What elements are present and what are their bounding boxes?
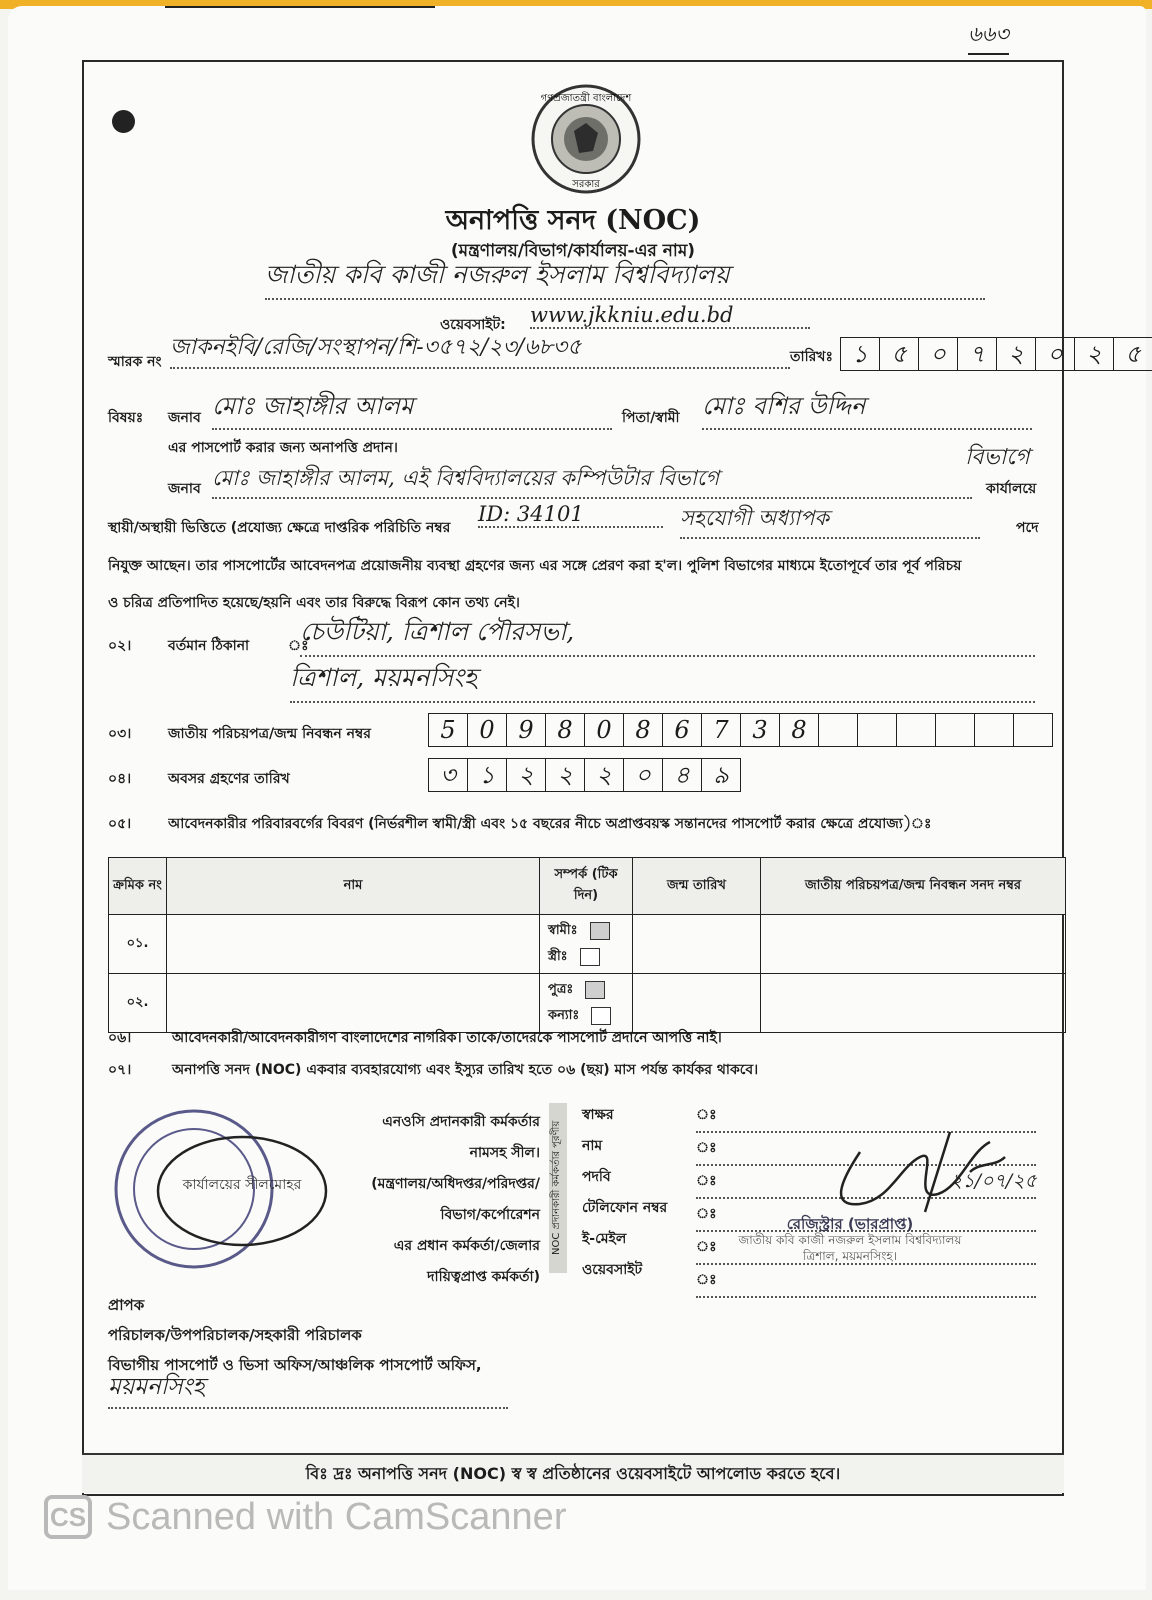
digit-box[interactable]: ২	[546, 759, 585, 791]
memo-label: স্মারক নং	[108, 354, 162, 370]
col-nid: জাতীয় পরিচয়পত্র/জন্ম নিবন্ধন সনদ নম্বর	[761, 858, 1066, 915]
officer-line: এর প্রধান কর্মকর্তা/জেলার	[393, 1238, 540, 1254]
digit-box[interactable]: ৭	[958, 338, 997, 370]
row-serial: ০১.	[109, 915, 167, 974]
vertical-noc-label: NOC প্রদানকারী কর্মকর্তার পূরণীয়	[549, 1103, 567, 1273]
field-line[interactable]: ঃ	[696, 1133, 1036, 1166]
digit-box[interactable]: 8	[546, 714, 585, 746]
field-website-label: ওয়েবসাইট	[582, 1262, 643, 1278]
document-title: অনাপত্তি সনদ (NOC)	[445, 205, 701, 236]
officer-block	[300, 1107, 540, 1293]
recipient-line-2: বিভাগীয় পাসপোর্ট ও ভিসা অফিস/আঞ্চলিক পাসপোর্ট অফিস,	[108, 1356, 482, 1374]
digit-box[interactable]: ০	[1036, 338, 1075, 370]
digit-box[interactable]: 9	[507, 714, 546, 746]
field-signature-label: স্বাক্ষর	[582, 1107, 614, 1123]
col-serial: ক্রমিক নং	[109, 858, 167, 915]
digit-box[interactable]: 8	[780, 714, 819, 746]
field-line[interactable]: ঃ	[696, 1199, 1036, 1232]
digit-box[interactable]: 8	[624, 714, 663, 746]
office-word: কার্যালয়ে	[986, 481, 1037, 497]
digit-box[interactable]: ৪	[663, 759, 702, 791]
memo-value: জাকনইবি/রেজি/সংস্থাপন/শি-৩৫৭২/২৩/৬৮৩৫	[170, 330, 790, 369]
row-dob[interactable]	[633, 915, 761, 974]
relation-son-label: পুত্রঃ	[548, 982, 574, 997]
citizenship-statement: আবেদনকারী/আবেদনকারীগণ বাংলাদেশের নাগরিক। তাকে/তাদেরকে পাসপোর্ট প্রদানে আপত্তি নাই।	[172, 1030, 722, 1046]
col-relation: সম্পর্ক (টিক দিন)	[540, 858, 633, 915]
row-nid[interactable]	[761, 974, 1066, 1033]
relation-wife-label: স্ত্রীঃ	[548, 949, 568, 964]
body-janab-label: জনাব	[168, 481, 201, 497]
subject-line2: এর পাসপোর্ট করার জন্য অনাপত্তি প্রদান।	[168, 440, 398, 456]
officer-line: বিভাগ/কর্পোরেশন	[440, 1207, 540, 1223]
officer-line: এনওসি প্রদানকারী কর্মকর্তার	[382, 1114, 540, 1130]
date-label: তারিখঃ	[790, 349, 833, 365]
daughter-checkbox[interactable]	[591, 1007, 611, 1025]
field-name-label: নাম	[582, 1138, 603, 1154]
office-name: জাতীয় কবি কাজী নজরুল ইসলাম বিশ্ববিদ্যালয়	[265, 255, 985, 300]
address-label: বর্তমান ঠিকানা	[168, 638, 250, 654]
family-table	[108, 857, 1066, 1033]
col-name: নাম	[167, 858, 540, 915]
body-line2-a: স্থায়ী/অস্থায়ী ভিত্তিতে (প্রযোজ্য ক্ষেত্রে দাপ্তরিক পরিচিতি নম্বর	[108, 520, 451, 536]
body-paragraph-2: ও চরিত্র প্রতিপাদিত হয়েছে/হয়নি এবং তার বিরুদ্ধে বিরূপ কোন তথ্য নেই।	[108, 595, 520, 611]
body-paragraph: নিযুক্ত আছেন। তার পাসপোর্টের আবেদনপত্র প্রয়োজনীয় ব্যবস্থা গ্রহণের জন্য এর সঙ্গে প্রেরণ করা হ'ল। পুলিশ বিভাগের মাধ্যমে ইতোপূর্বে তার পূর্ব পরিচয়	[108, 558, 962, 574]
applicant-name-dept: মোঃ জাহাঙ্গীর আলম, এই বিশ্ববিদ্যালয়ের কম্পিউটার বিভাগে	[212, 462, 972, 499]
officer-line: (মন্ত্রণালয়/অধিদপ্তর/পরিদপ্তর/	[371, 1176, 540, 1192]
recipient-line-1: পরিচালক/উপপরিচালক/সহকারী পরিচালক	[108, 1326, 362, 1344]
digit-box[interactable]: 5	[429, 714, 468, 746]
dept-word: বিভাগে	[965, 445, 1030, 470]
government-seal-icon	[530, 83, 642, 195]
field-line[interactable]: ঃ	[696, 1100, 1036, 1133]
signature-fields	[582, 1100, 667, 1286]
address-line-1: চেউটিয়া, ত্রিশাল পৌরসভা,	[300, 612, 1035, 657]
recipient-label: প্রাপক	[108, 1296, 145, 1314]
col-dob: জন্ম তারিখ	[633, 858, 761, 915]
digit-box[interactable]: ১	[468, 759, 507, 791]
post-word: পদে	[1016, 520, 1039, 536]
seal-top-text: গণপ্রজাতন্ত্রী বাংলাদেশ	[540, 93, 632, 104]
document-subtitle: (মন্ত্রণালয়/বিভাগ/কার্যালয়-এর নাম)	[450, 241, 696, 261]
item-06-number: ০৬।	[108, 1030, 132, 1046]
family-label: আবেদনকারীর পরিবারবর্গের বিবরণ (নির্ভরশীল স্বামী/স্ত্রী এবং ১৫ বছরের নীচে অপ্রাপ্তবয়স্ক সন্তানদের পাসপোর্ট করার ক্ষেত্রে প্রযোজ্য)ঃ	[168, 816, 932, 832]
issue-date-boxes	[840, 337, 1152, 371]
father-name: মোঃ বশির উদ্দিন	[702, 388, 1032, 430]
footer-note: বিঃ দ্রঃ অনাপত্তি সনদ (NOC) স্ব স্ব প্রতিষ্ঠানের ওয়েবসাইটে আপলোড করতে হবে।	[82, 1453, 1064, 1493]
digit-box[interactable]: 3	[741, 714, 780, 746]
nid-boxes	[428, 713, 1053, 747]
row-relation	[540, 915, 633, 974]
digit-box[interactable]: 0	[585, 714, 624, 746]
official-id: ID: 34101	[478, 502, 663, 528]
item-02-number: ০২।	[108, 638, 132, 654]
row-dob[interactable]	[633, 974, 761, 1033]
digit-box[interactable]	[897, 714, 936, 746]
field-email-label: ই-মেইল	[582, 1231, 627, 1247]
digit-box[interactable]: ০	[919, 338, 958, 370]
registrar-university: জাতীয় কবি কাজী নজরুল ইসলাম বিশ্ববিদ্যালয়	[738, 1233, 962, 1247]
address-line-2: ত্রিশাল, ময়মনসিংহ	[290, 658, 1035, 703]
website-label: ওয়েবসাইট:	[440, 317, 506, 333]
relation-husband-label: স্বামীঃ	[548, 923, 578, 938]
punch-hole-mark	[112, 110, 135, 133]
digit-box[interactable]: ১	[841, 338, 880, 370]
digit-box[interactable]: ২	[585, 759, 624, 791]
digit-box[interactable]: ৩	[429, 759, 468, 791]
digit-box[interactable]: ২	[997, 338, 1036, 370]
table-row	[109, 974, 1066, 1033]
relation-daughter-label: কন্যাঃ	[548, 1008, 580, 1023]
digit-box[interactable]	[936, 714, 975, 746]
field-line[interactable]: ঃ	[696, 1265, 1036, 1298]
camscanner-watermark	[44, 1495, 566, 1539]
designation: সহযোগী অধ্যাপক	[680, 502, 980, 539]
signature-icon	[820, 1112, 1050, 1222]
page-number: ৬৬৩	[968, 18, 1009, 55]
father-label: পিতা/স্বামী	[622, 410, 680, 426]
registrar-title: রেজিস্ট্রার (ভারপ্রাপ্ত)	[786, 1215, 914, 1233]
digit-box[interactable]	[975, 714, 1014, 746]
item-05-number: ০৫।	[108, 816, 132, 832]
field-line[interactable]: ঃ	[696, 1166, 1036, 1199]
applicant-name: মোঃ জাহাঙ্গীর আলম	[212, 388, 612, 430]
signature-date: ২১/০৭/২৫	[950, 1170, 1037, 1192]
husband-checkbox[interactable]	[590, 922, 610, 940]
table-row	[109, 915, 1066, 974]
seal-bottom-text: সরকার	[572, 179, 600, 190]
digit-box[interactable]: ২	[1075, 338, 1114, 370]
field-phone-label: টেলিফোন নম্বর	[582, 1200, 668, 1216]
registrar-stamp	[720, 1216, 980, 1264]
digit-box[interactable]: ৯	[713, 761, 729, 789]
recipient-place: ময়মনসিংহ	[108, 1368, 508, 1409]
nid-label: জাতীয় পরিচয়পত্র/জন্ম নিবন্ধন নম্বর	[168, 726, 371, 742]
subject-janab-label: জনাব	[168, 410, 201, 426]
field-designation-label: পদবি	[582, 1169, 611, 1185]
digit-box[interactable]: ৫	[1125, 340, 1141, 368]
subject-label: বিষয়ঃ	[108, 410, 144, 426]
digit-box[interactable]: ৫	[880, 338, 919, 370]
digit-box[interactable]: 7	[702, 714, 741, 746]
validity-statement: অনাপত্তি সনদ (NOC) একবার ব্যবহারযোগ্য এবং ইস্যুর তারিখ হতে ০৬ (ছয়) মাস পর্যন্ত কার্যকর থাকবে।	[172, 1062, 759, 1078]
digit-box[interactable]	[1014, 714, 1052, 746]
wife-checkbox[interactable]	[580, 948, 600, 966]
digit-box[interactable]: ২	[507, 759, 546, 791]
field-line[interactable]: ঃ	[696, 1232, 1036, 1265]
digit-box[interactable]	[858, 714, 897, 746]
office-seal-stamp-icon	[112, 1093, 332, 1281]
retirement-date-boxes	[428, 758, 741, 792]
row-name[interactable]	[167, 974, 540, 1033]
row-serial: ০২.	[109, 974, 167, 1033]
stamp-text: কার্যালয়ের সীলমোহর	[182, 1177, 302, 1193]
registrar-location: ত্রিশাল, ময়মনসিংহ।	[802, 1249, 898, 1263]
item-07-number: ০৭।	[108, 1062, 132, 1078]
digit-box[interactable]: 6	[663, 714, 702, 746]
digit-box[interactable]: 0	[468, 714, 507, 746]
son-checkbox[interactable]	[585, 981, 605, 999]
row-relation	[540, 974, 633, 1033]
row-name[interactable]	[167, 915, 540, 974]
officer-line: দায়িত্বপ্রাপ্ত কর্মকর্তা)	[427, 1269, 540, 1285]
item-03-number: ০৩।	[108, 726, 132, 742]
item-04-number: ০৪।	[108, 771, 132, 787]
digit-box[interactable]: ০	[624, 759, 663, 791]
address-colon: ঃ	[288, 638, 309, 654]
website-value: www.jkkniu.edu.bd	[530, 303, 810, 329]
top-rule	[165, 6, 435, 8]
digit-box[interactable]	[819, 714, 858, 746]
recipient-block	[108, 1290, 482, 1380]
camscanner-text: Scanned with CamScanner	[106, 1495, 567, 1538]
camscanner-logo-icon: CS	[44, 1495, 92, 1539]
row-nid[interactable]	[761, 915, 1066, 974]
officer-line: নামসহ সীল।	[469, 1145, 540, 1161]
retirement-label: অবসর গ্রহণের তারিখ	[168, 771, 290, 787]
